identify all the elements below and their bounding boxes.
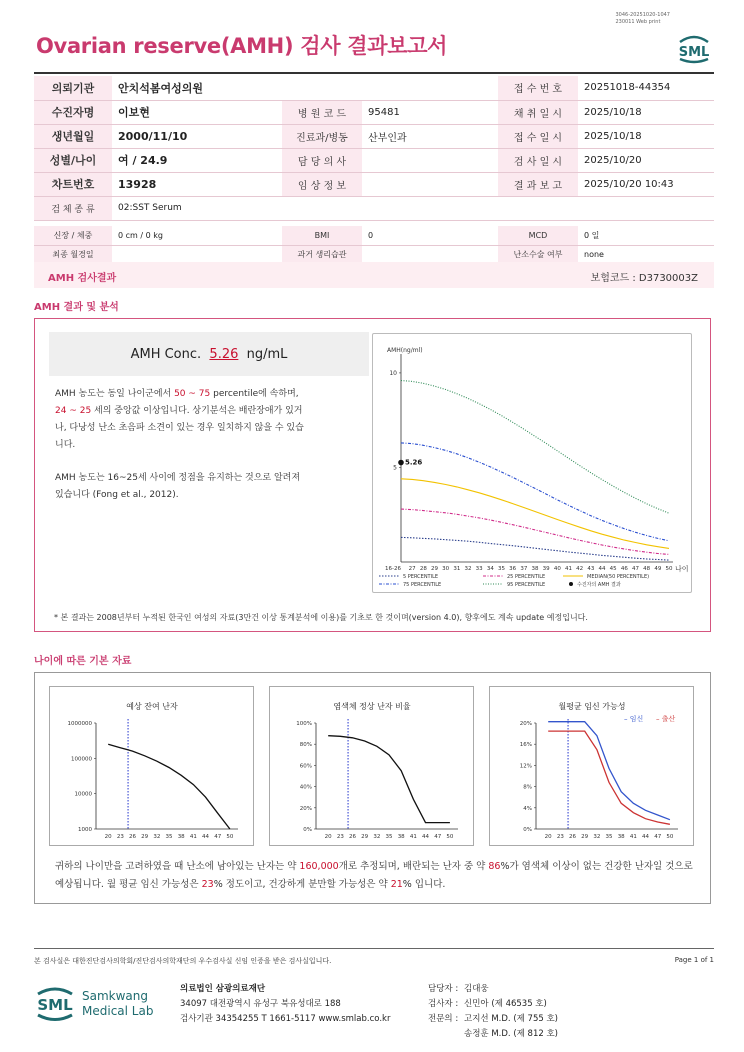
x-tick-label: 32 (464, 566, 472, 572)
x-tick-label: 38 (531, 566, 539, 572)
info-value: 0 cm / 0 kg (112, 226, 282, 245)
staff-name: 고지선 M.D. (제 755 호) (464, 1014, 559, 1024)
x-tick-label: 41 (629, 834, 637, 840)
x-tick-label: 27 (408, 566, 416, 572)
amh-percentile-chart (373, 334, 693, 594)
y-tick-label: 10 (389, 369, 397, 377)
x-tick-label: 35 (498, 566, 505, 572)
staff-list (428, 982, 558, 1042)
info-label: 결 과 보 고 (498, 172, 578, 196)
print-code: 3046-20251020-1047 230011 Web print (615, 12, 670, 25)
x-tick-label: 29 (581, 834, 589, 840)
x-tick-label: 42 (576, 566, 584, 572)
legend-label: 수진자의 AMH 결과 (577, 582, 621, 588)
mini-chart-title: 예상 잔여 난자 (126, 702, 178, 711)
info-value: 95481 (362, 100, 498, 124)
legend-patient-marker (569, 582, 573, 586)
x-tick-label: 31 (453, 566, 461, 572)
x-tick-label: 43 (587, 566, 595, 572)
info-label: 검 사 일 시 (498, 148, 578, 172)
y-tick-label: 0% (523, 827, 532, 833)
x-tick-label: 20 (104, 834, 112, 840)
x-tick-label: 50 (226, 834, 234, 840)
info-value: 2025/10/20 (578, 148, 714, 172)
x-tick-label: 46 (620, 566, 628, 572)
amh-conc: AMH Conc. 5.26 ng/mL (130, 347, 288, 362)
legend-label: 25 PERCENTILE (507, 574, 546, 580)
info-label (282, 76, 362, 100)
info-label: 차트번호 (34, 172, 112, 196)
info-value: 0 (362, 226, 498, 245)
info-label: MCD (498, 226, 578, 245)
x-tick-label: 35 (165, 834, 173, 840)
info-label: 신장 / 체중 (34, 226, 112, 245)
mini-chart-title: 염색체 정상 난자 비율 (333, 702, 411, 711)
patient-point (398, 460, 404, 466)
y-tick-label: 20% (519, 721, 532, 727)
x-tick-label: 26 (569, 834, 577, 840)
info-label: 접 수 일 시 (498, 124, 578, 148)
x-tick-label: 20 (544, 834, 552, 840)
legend-label: 75 PERCENTILE (403, 582, 442, 588)
series-line (401, 509, 669, 554)
amh-footnote: * 본 결과는 2008년부터 누적된 한국인 여성의 자료(3만건 이상 통계분석에 이용)를 기초로 한 것이며(version 4.0), 향후에도 계속 update 예정입니다. (54, 613, 588, 622)
svg-text:SML: SML (37, 996, 73, 1014)
y-tick-label: 0% (303, 827, 312, 833)
series-line (328, 736, 450, 823)
x-tick-label: 29 (431, 566, 438, 572)
info-row-specimen (34, 196, 714, 220)
legend-label: 5 PERCENTILE (403, 574, 439, 580)
x-tick-label: 41 (565, 566, 572, 572)
info-label: 채 취 일 시 (498, 100, 578, 124)
info-label: 최종 월경일 (34, 245, 112, 264)
x-tick-label: 47 (654, 834, 662, 840)
staff-name: 신민아 (제 46535 호) (464, 999, 547, 1009)
info-label: 진료과/병동 (282, 124, 362, 148)
series-line (401, 381, 669, 514)
x-tick-label: 40 (553, 566, 561, 572)
amh-conc-value: 5.26 (209, 347, 239, 362)
info-label: 난소수술 여부 (498, 245, 578, 264)
legend-label: 95 PERCENTILE (507, 582, 546, 588)
series-line (548, 731, 670, 824)
y-tick-label: 8% (523, 784, 532, 791)
mini-chart-title: 월평균 임신 가능성 (558, 702, 626, 711)
legend-label: – 임신 (624, 715, 644, 723)
y-tick-label: 12% (519, 763, 532, 770)
section-title-amh: AMH 결과 및 분석 (34, 302, 119, 313)
y-tick-label: 5 (393, 464, 397, 472)
x-tick-label: 23 (556, 834, 564, 840)
page-number: Page 1 of 1 (674, 956, 714, 964)
x-tick-label: 38 (177, 834, 185, 840)
info-value: 0 일 (578, 226, 714, 245)
info-row (34, 124, 714, 148)
x-tick-label: 47 (434, 834, 442, 840)
x-tick-label: 35 (385, 834, 393, 840)
info-row (34, 100, 714, 124)
section-title-basic: 나이에 따른 기본 자료 (34, 656, 132, 667)
y-tick-label: 100% (296, 721, 312, 727)
info-value: 이보현 (112, 100, 282, 124)
info-value: 2025/10/18 (578, 124, 714, 148)
info-row (34, 172, 714, 196)
x-tick-label: 44 (598, 566, 606, 572)
staff-role: 담당자 : (428, 984, 459, 994)
info-value: 산부인과 (362, 124, 498, 148)
series-line (401, 479, 669, 549)
y-tick-label: 100000 (71, 756, 92, 763)
certification-note: 본 검사실은 대한진단검사의학회/진단검사의학재단의 우수검사실 신임 인증을 받은 검사실입니다. (34, 957, 332, 965)
x-tick-label: 44 (642, 834, 650, 840)
organization-info: 의료법인 삼광의료재단 34097 대전광역시 유성구 북유성대로 188 검사기관 34354255 T 1661-5117 www.smlab.co.kr (180, 984, 391, 1024)
x-tick-label: 26 (129, 834, 137, 840)
y-axis-label: AMH(ng/ml) (387, 347, 423, 354)
x-tick-label: 36 (509, 566, 517, 572)
info-label: BMI (282, 226, 362, 245)
staff-entry (428, 1027, 558, 1042)
x-tick-label: 33 (475, 566, 483, 572)
x-tick-label: 30 (442, 566, 450, 572)
x-tick-label: 34 (486, 566, 494, 572)
amh-peak-text: AMH 농도는 16~25세 사이에 정점을 유지하는 것으로 알려져 있습니다 (Fong et al., 2012). (55, 473, 301, 500)
footer-rule (34, 948, 714, 949)
mini-chart-eggs (49, 686, 254, 846)
x-tick-label: 23 (336, 834, 344, 840)
staff-name: 김대웅 (464, 984, 489, 994)
x-tick-label: 50 (666, 834, 674, 840)
y-tick-label: 4% (523, 805, 532, 812)
staff-entry (428, 997, 558, 1012)
legend-label: MEDIAN(50 PERCENTILE) (587, 574, 650, 580)
info-label: 임 상 정 보 (282, 172, 362, 196)
x-tick-label: 50 (665, 566, 673, 572)
info-value: 2025/10/18 (578, 100, 714, 124)
x-tick-label: 38 (397, 834, 405, 840)
staff-entry (428, 982, 558, 997)
info-label: 담 당 의 사 (282, 148, 362, 172)
staff-name: 송정훈 M.D. (제 812 호) (464, 1029, 559, 1039)
amh-analysis-text: AMH 농도는 동일 나이군에서 50 ~ 75 percentile에 속하며, 24 ~ 25 세의 중앙값 이상입니다. 상기분석은 배란장애가 있거나, 다낭성 난소 초음파 소견이 있는 경우 일치하지 않을 수 있습니다. (55, 389, 304, 450)
x-tick-label: 32 (153, 834, 161, 840)
series-line (401, 443, 669, 541)
x-tick-label: 45 (609, 566, 617, 572)
info-value (362, 76, 498, 100)
specimen-label: 검 체 종 류 (34, 196, 112, 220)
page-title: Ovarian reserve(AMH) 검사 결과보고서 (36, 34, 448, 58)
y-tick-label: 20% (299, 805, 312, 812)
info-label: 수진자명 (34, 100, 112, 124)
series-line (548, 722, 670, 820)
header-rule (34, 72, 714, 74)
x-tick-label: 47 (214, 834, 222, 840)
info-row (34, 76, 714, 100)
series-line (108, 744, 230, 829)
info-label: 병 원 코 드 (282, 100, 362, 124)
x-tick-label: 28 (419, 566, 427, 572)
y-tick-label: 16% (519, 742, 532, 749)
staff-role: 검사자 : (428, 999, 459, 1009)
info-value: none (578, 245, 714, 264)
patient-point-label: 5.26 (405, 458, 423, 467)
info-label: 성별/나이 (34, 148, 112, 172)
y-tick-label: 1000 (78, 827, 92, 833)
staff-role: 전문의 : (428, 1014, 459, 1024)
x-tick-label: 48 (643, 566, 651, 572)
info-value: 여 / 24.9 (112, 148, 282, 172)
info-value (362, 148, 498, 172)
x-tick-label: 39 (542, 566, 550, 572)
x-tick-label: 26 (349, 834, 357, 840)
y-tick-label: 40% (299, 784, 312, 791)
specimen-value: 02:SST Serum (112, 196, 714, 220)
x-tick-label: 32 (593, 834, 601, 840)
info-label: 생년월일 (34, 124, 112, 148)
amh-chart-box (372, 333, 692, 593)
info-value: 13928 (112, 172, 282, 196)
x-tick-label: 29 (141, 834, 149, 840)
samkwang-logo-icon (34, 980, 184, 1026)
info-value: 안치석봄여성의원 (112, 76, 282, 100)
x-tick-label: 44 (422, 834, 430, 840)
info-row (34, 148, 714, 172)
x-tick-label: 50 (446, 834, 454, 840)
x-tick-label: 35 (605, 834, 613, 840)
y-tick-label: 10000 (74, 791, 92, 798)
x-tick-label: 20 (324, 834, 332, 840)
info-value: 20251018-44354 (578, 76, 714, 100)
info-value: 2025/10/20 10:43 (578, 172, 714, 196)
info-label: 의뢰기관 (34, 76, 112, 100)
mini-chart-normal-ratio (269, 686, 474, 846)
x-tick-label: 38 (617, 834, 625, 840)
amh-result-header: AMH 검사결과 (48, 273, 117, 284)
legend-label: – 출산 (656, 715, 676, 723)
y-tick-label: 80% (299, 742, 312, 749)
info-row-small (34, 226, 714, 245)
svg-text:Medical Lab: Medical Lab (82, 1004, 154, 1018)
y-tick-label: 60% (299, 763, 312, 770)
x-tick-label: 37 (520, 566, 528, 572)
x-tick-label: 44 (202, 834, 210, 840)
basic-conclusion: 귀하의 나이만을 고려하였을 때 난소에 남아있는 난자는 약 160,000개로 추정되며, 배란되는 난자 중 약 86%가 염색체 이상이 없는 건강한 난자일 것으로 예상됩니다. 월 평균 임신 가능성은 23% 정도이고, 건강하게 분만할 가능성은 약 21% 입니다. (55, 861, 693, 890)
staff-entry (428, 1012, 558, 1027)
mini-chart-pregnancy (489, 686, 694, 846)
x-tick-label: 47 (632, 566, 639, 572)
info-label: 과거 생리습관 (282, 245, 362, 264)
patient-info-table (34, 76, 714, 265)
svg-text:Samkwang: Samkwang (82, 989, 148, 1003)
x-tick-label: 32 (373, 834, 381, 840)
info-label: 접 수 번 호 (498, 76, 578, 100)
x-tick-label: 16-26 (385, 566, 401, 572)
info-value: 2000/11/10 (112, 124, 282, 148)
x-tick-label: 41 (189, 834, 197, 840)
y-tick-label: 1000000 (67, 721, 92, 727)
x-tick-label: 23 (116, 834, 124, 840)
insurance-code: 보험코드 : D3730003Z (590, 273, 698, 284)
x-tick-label: 41 (409, 834, 417, 840)
svg-text:SML: SML (678, 45, 710, 60)
sml-logo-icon (674, 30, 714, 64)
x-axis-label: 나이 (675, 565, 689, 573)
x-tick-label: 49 (654, 566, 662, 572)
info-value (362, 172, 498, 196)
x-tick-label: 29 (361, 834, 369, 840)
